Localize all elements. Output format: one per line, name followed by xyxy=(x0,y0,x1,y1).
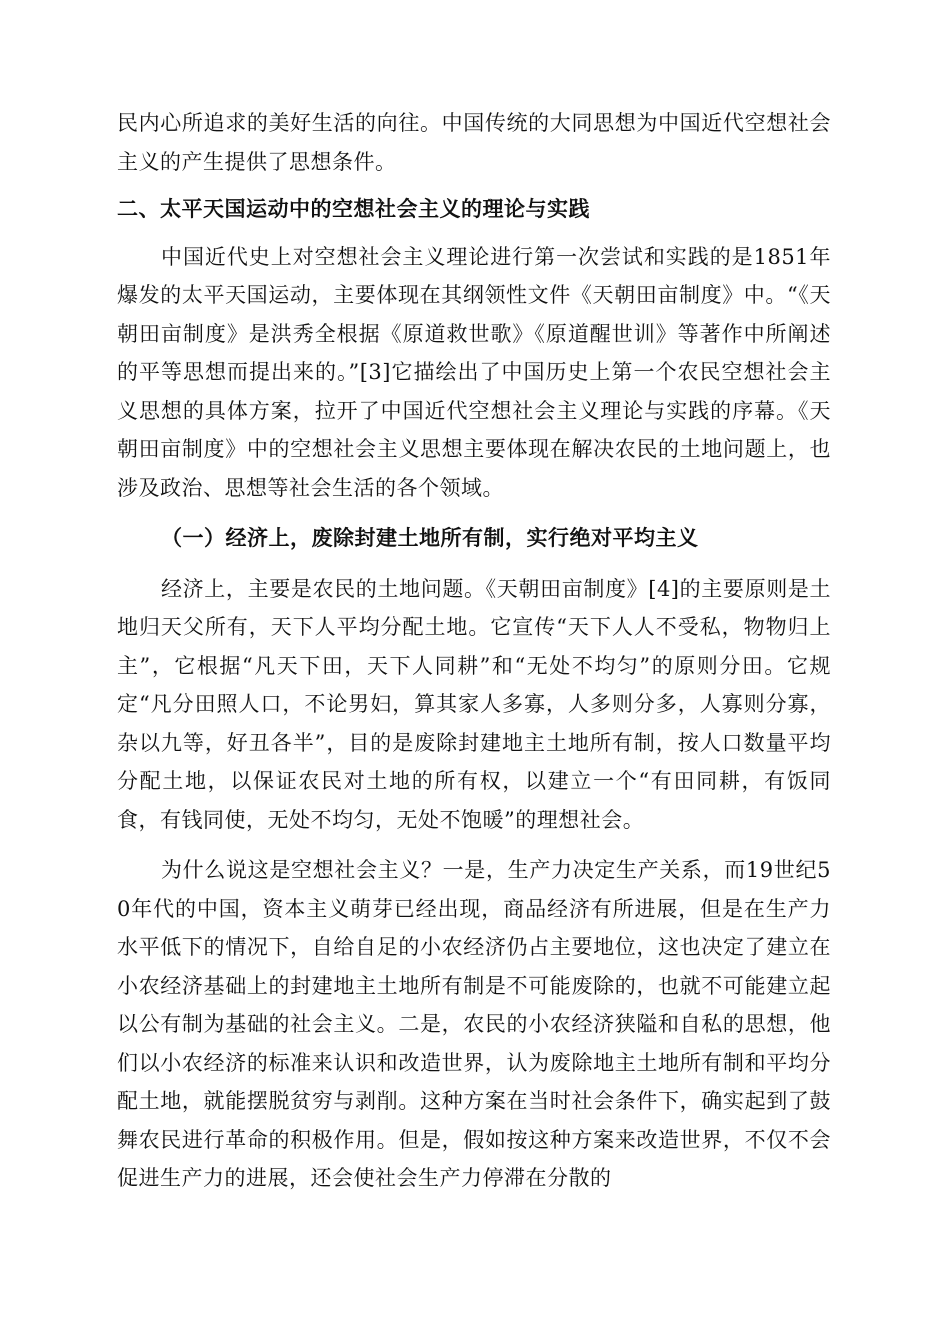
spacer xyxy=(117,839,831,851)
intro-paragraph: 民内心所追求的美好生活的向往。中国传统的大同思想为中国近代空想社会主义的产生提供了思想条件。 xyxy=(117,111,831,174)
spacer xyxy=(117,181,831,190)
spacer xyxy=(117,507,831,519)
spacer xyxy=(117,558,831,570)
paragraph-utopian-analysis: 为什么说这是空想社会主义？一是，生产力决定生产关系，而19世纪50年代的中国，资本主义萌芽已经出现，商品经济有所进展，但是在生产力水平低下的情况下，自给自足的小农经济仍占主要地位，这也决定了建立在小农经济基础上的封建地主土地所有制是不可能废除的，也就不可能建立起以公有制为基础的社会主义。二是，农民的小农经济狭隘和自私的思想，他们以小农经济的标准来认识和改造世界，认为废除地主土地所有制和平均分配土地，就能摆脱贫穷与剥削。这种方案在当时社会条件下，确实起到了鼓舞农民进行革命的积极作用。但是，假如按这种方案来改造世界，不仅不会促进生产力的进展，还会使社会生产力停滞在分散的 xyxy=(117,858,831,1190)
section-heading: 二、太平天国运动中的空想社会主义的理论与实践 xyxy=(117,197,590,221)
paragraph-taiping-intro: 中国近代史上对空想社会主义理论进行第一次尝试和实践的是1851年爆发的太平天国运动，主要体现在其纲领性文件《天朝田亩制度》中。“《天朝田亩制度》是洪秀全根据《原道救世歌》《原道醒世训》等著作中所阐述的平等思想而提出来的。”[3]它描绘出了中国历史上第一个农民空想社会主义思想的具体方案，拉开了中国近代空想社会主义理论与实践的序幕。《天朝田亩制度》中的空想社会主义思想主要体现在解决农民的土地问题上，也涉及政治、思想等社会生活的各个领域。 xyxy=(117,244,831,500)
spacer xyxy=(117,229,831,238)
document-page xyxy=(117,104,831,1198)
subsection-heading-economy: （一）经济上，废除封建土地所有制，实行绝对平均主义 xyxy=(161,525,699,550)
paragraph-land-policy: 经济上，主要是农民的土地问题。《天朝田亩制度》[4]的主要原则是土地归天父所有，天下人平均分配土地。它宣传“天下人人不受私，物物归上主”，它根据“凡天下田，天下人同耕”和“无处不均匀”的原则分田。它规定“凡分田照人口，不论男妇，算其家人多寡，人多则分多，人寡则分寡，杂以九等，好丑各半”，目的是废除封建地主土地所有制，按人口数量平均分配土地，以保证农民对土地的所有权，以建立一个“有田同耕，有饭同食，有钱同使，无处不均匀，无处不饱暖”的理想社会。 xyxy=(117,576,831,832)
